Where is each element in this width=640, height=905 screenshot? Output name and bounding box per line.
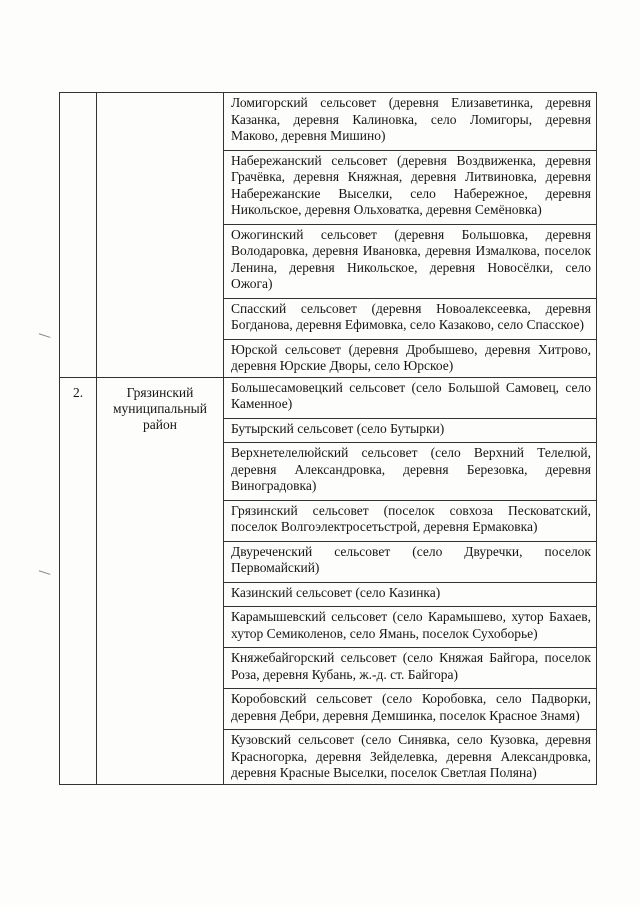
subdistrict-item: Ожогинский сельсовет (деревня Большовка, деревня Володаровка, деревня Ивановка, деревня Измалкова, поселок Ленина, деревня Никольское, деревня Новосёлки, село Ожога)	[223, 224, 596, 295]
row-number	[60, 93, 97, 378]
subdistrict-item: Грязинский сельсовет (поселок совхоза Песковатский, поселок Волгоэлектросетьстрой, деревня Ермаковка)	[223, 500, 596, 538]
margin-mark	[38, 333, 51, 341]
table-row	[60, 93, 597, 378]
district-name: Грязинский муниципальный район	[97, 377, 224, 784]
subdistrict-item: Казинский сельсовет (село Казинка)	[223, 582, 596, 604]
subdistrict-item: Юрской сельсовет (деревня Дробышево, деревня Хитрово, деревня Юрские Дворы, село Юрское)	[223, 339, 596, 377]
subdistrict-item: Ломигорский сельсовет (деревня Елизаветинка, деревня Казанка, деревня Калиновка, село Ломигоры, деревня Маково, деревня Мишино)	[223, 93, 596, 147]
margin-mark	[38, 570, 51, 578]
row-number: 2.	[60, 377, 97, 784]
subdistrict-item: Верхнетелелюйский сельсовет (село Верхний Телелюй, деревня Александровка, деревня Березовка, деревня Виноградовка)	[223, 442, 596, 497]
table-body	[60, 93, 597, 785]
subdistrict-list	[224, 93, 596, 377]
table-row	[60, 377, 597, 784]
subdistrict-item: Большесамовецкий сельсовет (село Большой Самовец, село Каменное)	[223, 378, 596, 415]
subdistrict-item: Княжебайгорский сельсовет (село Княжая Байгора, поселок Роза, деревня Кубань, ж.-д. ст. Байгора)	[223, 647, 596, 685]
subdistrict-cell	[224, 377, 597, 784]
subdistrict-item: Бутырский сельсовет (село Бутырки)	[223, 418, 596, 440]
subdistrict-item: Кузовский сельсовет (село Синявка, село Кузовка, деревня Красногорка, деревня Зейделевка, деревня Александровка, деревня Красные Выселки, поселок Светлая Поляна)	[223, 729, 596, 784]
district-name	[97, 93, 224, 378]
subdistrict-list	[224, 378, 596, 784]
subdistrict-item: Двуреченский сельсовет (село Двуречки, поселок Первомайский)	[223, 541, 596, 579]
districts-table	[59, 92, 597, 785]
subdistrict-item: Набережанский сельсовет (деревня Воздвиженка, деревня Грачёвка, деревня Княжная, деревня Литвиновка, деревня Набережанские Выселки, село Набережное, деревня Никольское, деревня Ольховатка, деревня Семёновка)	[223, 150, 596, 221]
subdistrict-item: Карамышевский сельсовет (село Карамышево, хутор Бахаев, хутор Семиколенов, село Ямань, поселок Сухоборье)	[223, 606, 596, 644]
subdistrict-cell	[224, 93, 597, 378]
subdistrict-item: Спасский сельсовет (деревня Новоалексеевка, деревня Богданова, деревня Ефимовка, село Казаково, село Спасское)	[223, 298, 596, 336]
subdistrict-item: Коробовский сельсовет (село Коробовка, село Падворки, деревня Дебри, деревня Демшинка, поселок Красное Знамя)	[223, 688, 596, 726]
